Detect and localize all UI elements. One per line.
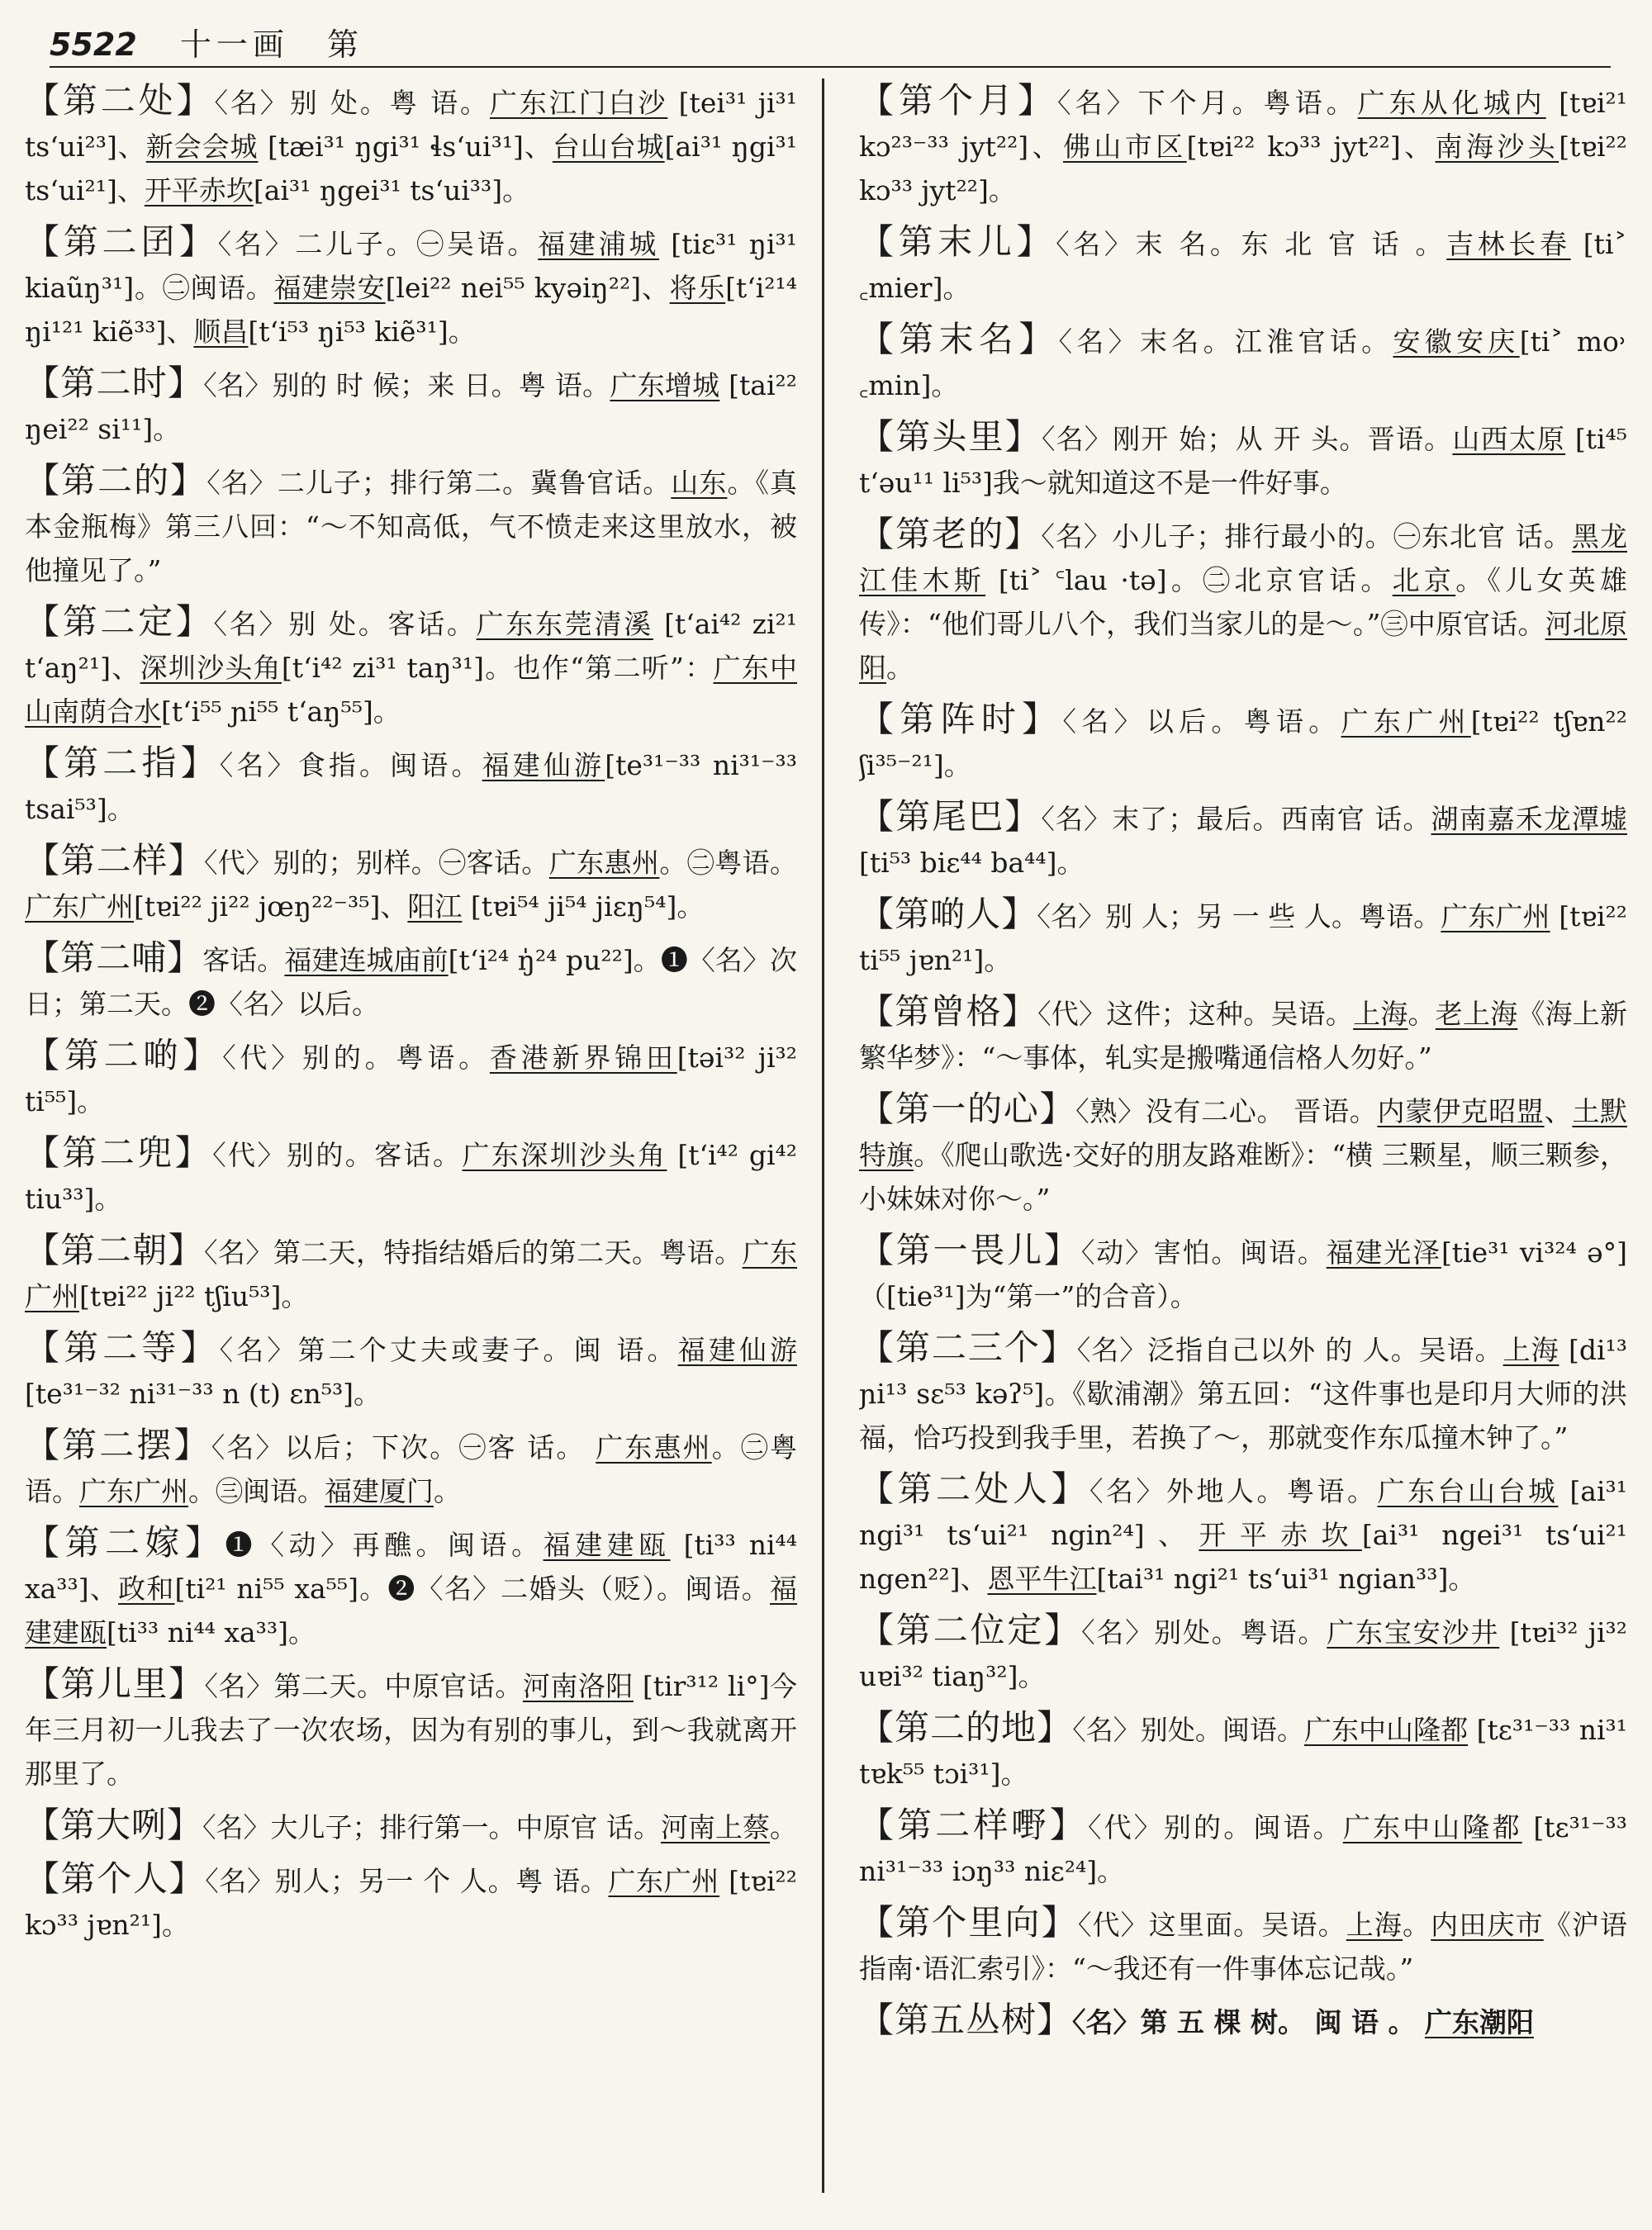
dictionary-entry bbox=[25, 600, 797, 733]
entry-text: [te³¹⁻³³ ni³¹⁻³³ tsai⁵³]。 bbox=[25, 749, 797, 825]
entry-text: [t‘i⁵³ ŋi⁵³ kiẽ³¹]。 bbox=[248, 316, 476, 348]
entry-headword: 【第头里】 bbox=[859, 416, 1042, 457]
dictionary-entry bbox=[859, 989, 1627, 1079]
location-name: 广东潮阳 bbox=[1424, 2006, 1534, 2038]
entry-text: 〈代〉别的。粤语。 bbox=[222, 1041, 490, 1074]
dictionary-entry bbox=[25, 1857, 797, 1947]
dictionary-entry bbox=[859, 1467, 1627, 1601]
entry-text: 《海上新繁华梦》：“～事体，轧实是搬嘴通信格人勿好。” bbox=[859, 998, 1627, 1074]
location-name: 上海 bbox=[1346, 1909, 1403, 1941]
entry-text: 〈名〉小儿子；排行最小的。㊀东北官 话。 bbox=[1041, 520, 1572, 553]
location-name: 福建仙游 bbox=[482, 749, 605, 781]
dictionary-entry bbox=[25, 936, 797, 1026]
entry-headword: 【第二朝】 bbox=[25, 1230, 205, 1270]
entry-text: 〈名〉以后；下次。㊀客 话。 bbox=[211, 1431, 596, 1464]
dictionary-entry bbox=[859, 317, 1627, 407]
entry-text: [t‘i²⁴ ŋ̍²⁴ pu²²]。❶〈名〉次日；第二天。❷〈名〉以后。 bbox=[25, 944, 797, 1020]
dictionary-entry bbox=[25, 361, 797, 451]
entry-text: 〈名〉末 名。东 北 官 话 。 bbox=[1056, 228, 1447, 260]
dictionary-entry bbox=[859, 1803, 1627, 1893]
entry-headword: 【第二哺】 bbox=[25, 937, 203, 978]
location-name: 广东广州 bbox=[25, 890, 134, 923]
entry-text: [tɐi²² kɔ³³ jyt²²]。 bbox=[859, 130, 1627, 206]
dictionary-entry bbox=[25, 1326, 797, 1416]
location-name: 河北原阳 bbox=[859, 608, 1627, 684]
entry-text: 〈名〉末名。江淮官话。 bbox=[1058, 325, 1393, 358]
dictionary-entry bbox=[25, 458, 797, 592]
entry-text: 〈名〉别的 时 候；来 日。粤 语。 bbox=[203, 369, 610, 401]
location-name: 山西太原 bbox=[1452, 423, 1566, 455]
entry-text: 〈熟〉没有二心。 晋语。 bbox=[1075, 1095, 1378, 1127]
location-name: 福建光泽 bbox=[1326, 1236, 1441, 1269]
entry-text: 〈名〉第二个丈夫或妻子。闽 语。 bbox=[219, 1334, 678, 1366]
entry-text: [t‘i⁴² zi³¹ taŋ³¹]。也作“第二听”： bbox=[281, 652, 714, 684]
dictionary-entry bbox=[859, 220, 1627, 310]
location-name: 广东台山台城 bbox=[1377, 1475, 1559, 1507]
entry-headword: 【第二的】 bbox=[25, 460, 207, 501]
entry-text: 〈名〉大儿子；排行第一。中原官 话。 bbox=[202, 1811, 662, 1843]
entry-text: [ti˃ mo˒ ꜀min]。 bbox=[859, 325, 1627, 401]
entry-text: [təi³² ji³² ti⁵⁵]。 bbox=[25, 1041, 797, 1117]
entry-text: [t‘i⁴² gi⁴² tiu³³]。 bbox=[25, 1139, 797, 1215]
entry-text: [tei³¹ ji³¹ ts‘ui²³]、 bbox=[25, 87, 797, 163]
entry-headword: 【第二处人】 bbox=[859, 1468, 1089, 1509]
entry-text: [tɛ³¹⁻³³ ni³¹⁻³³ iɔŋ³³ niɛ²⁴]。 bbox=[859, 1811, 1627, 1887]
location-name: 内蒙伊克昭盟 bbox=[1377, 1095, 1545, 1127]
location-name: 内田庆市 bbox=[1431, 1909, 1544, 1941]
entry-headword: 【第二等】 bbox=[25, 1327, 220, 1368]
entry-text: 〈名〉第二天，特指结婚后的第二天。粤语。 bbox=[204, 1236, 743, 1269]
dictionary-entry bbox=[859, 1608, 1627, 1698]
entry-headword: 【第尾巴】 bbox=[859, 796, 1042, 837]
location-name: 广东中山隆都 bbox=[1342, 1811, 1522, 1843]
dictionary-entry bbox=[859, 1228, 1627, 1318]
location-name: 广东惠州 bbox=[596, 1431, 712, 1464]
entry-text: [tɐi²² ji²² jœŋ²²⁻³⁵]、 bbox=[134, 890, 408, 923]
entry-text: 。 bbox=[886, 652, 914, 684]
entry-headword: 【第阵时】 bbox=[859, 699, 1063, 739]
entry-text: 〈名〉第二天。中原官话。 bbox=[204, 1670, 523, 1702]
dictionary-entry bbox=[25, 1423, 797, 1513]
entry-headword: 【第个月】 bbox=[859, 80, 1058, 121]
entry-text: 客话。 bbox=[202, 944, 285, 976]
entry-headword: 【第五丛树】 bbox=[859, 2000, 1073, 2040]
entry-text: 《沪语指南·语汇索引》：“～我还有一件事体忘记哉。” bbox=[859, 1909, 1627, 1985]
entry-text: [tir³¹² li°]今年三月初一儿我去了一次农场，因为有别的事儿，到～我就离开那里了。 bbox=[25, 1670, 797, 1790]
dictionary-entry bbox=[25, 1803, 797, 1849]
left-column bbox=[25, 78, 797, 2213]
location-name: 北京 bbox=[1392, 564, 1456, 596]
dictionary-entry bbox=[25, 1228, 797, 1318]
entry-text: 〈代〉别的。闽语。 bbox=[1087, 1811, 1343, 1843]
dictionary-entry bbox=[25, 741, 797, 831]
entry-text: ❶〈动〉再醮。闽语。 bbox=[225, 1529, 544, 1561]
location-name: 福建厦门 bbox=[325, 1475, 434, 1507]
dictionary-entry bbox=[25, 1521, 797, 1654]
location-name: 广东东莞清溪 bbox=[476, 608, 653, 640]
entry-headword: 【第二定】 bbox=[25, 601, 214, 642]
location-name: 福建浦城 bbox=[538, 228, 660, 260]
entry-text: [tai²² ŋei²² si¹¹]。 bbox=[25, 369, 797, 445]
entry-text: [tɐi³² ji³² uɐi³² tiaŋ³²]。 bbox=[859, 1616, 1627, 1692]
entry-text: 〈名〉别处。粤语。 bbox=[1081, 1616, 1327, 1649]
entry-text: 〈名〉别 处。粤 语。 bbox=[214, 87, 490, 119]
entry-text: [tiɛ³¹ ŋi³¹ kiaũŋ³¹]。㊁闽语。 bbox=[25, 228, 797, 304]
entry-headword: 【第二囝】 bbox=[25, 221, 218, 262]
dictionary-entry bbox=[25, 1131, 797, 1221]
dictionary-entry bbox=[859, 892, 1627, 982]
entry-text: 〈名〉别 处。客话。 bbox=[213, 608, 477, 640]
entry-text: [tæi³¹ ŋgi³¹ ɬs‘ui³¹]、 bbox=[258, 130, 553, 163]
entry-text: [lei²² nei⁵⁵ kyəiŋ²²]、 bbox=[385, 272, 670, 304]
location-name: 广东增城 bbox=[610, 369, 720, 401]
dictionary-entry bbox=[859, 1900, 1627, 1990]
right-column bbox=[859, 78, 1627, 2213]
entry-text: 〈名〉二儿子。㊀吴语。 bbox=[217, 228, 539, 260]
location-name: 新会会城 bbox=[145, 130, 259, 163]
entry-text: 〈名〉别 人；另 一 些 人。粤语。 bbox=[1037, 900, 1441, 932]
location-name: 上海 bbox=[1502, 1334, 1559, 1366]
entry-text: 〈名〉以后。粤语。 bbox=[1062, 705, 1341, 738]
entry-text: 〈代〉别的。客话。 bbox=[212, 1139, 463, 1171]
entry-text: [di¹³ ɲi¹³ sɛ⁵³ kəʔ⁵]。《歇浦潮》第五回：“这件事也是印月大师的洪福，恰巧投到我手里，若换了～，那就变作东瓜撞木钟了。” bbox=[859, 1334, 1627, 1454]
entry-text: 。《爬山歌选·交好的朋友路难断》：“横 三颗星，顺三颗参，小妹妹对你～。” bbox=[859, 1139, 1627, 1215]
dictionary-entry bbox=[859, 795, 1627, 885]
location-name: 上海 bbox=[1353, 998, 1408, 1030]
location-name: 广东江门白沙 bbox=[489, 87, 668, 119]
entry-text: 。《儿女英雄传》：“他们哥儿八个，我们当家儿的是～。”㊂中原官话。 bbox=[859, 564, 1627, 640]
entry-text: [tɐi²¹ kɔ²³⁻³³ jyt²²]、 bbox=[859, 87, 1627, 163]
location-name: 政和 bbox=[118, 1573, 175, 1605]
entry-headword: 【第二指】 bbox=[25, 743, 220, 783]
entry-headword: 【第老的】 bbox=[859, 514, 1042, 554]
entry-headword: 【第二样嘢】 bbox=[859, 1805, 1088, 1845]
location-name: 广东广州 bbox=[1441, 900, 1550, 932]
dictionary-entry bbox=[859, 1087, 1627, 1221]
location-name: 黑龙江佳木斯 bbox=[859, 520, 1627, 596]
column-divider bbox=[822, 78, 824, 2193]
entry-text: [ai³¹ ngei³¹ ts‘ui²¹ ngen²²]、 bbox=[859, 1519, 1627, 1595]
dictionary-entry bbox=[859, 1706, 1627, 1796]
location-name: 广东从化城内 bbox=[1357, 87, 1546, 119]
entry-headword: 【第末儿】 bbox=[859, 221, 1056, 262]
dictionary-entry bbox=[859, 415, 1627, 505]
entry-text: [t‘i²¹⁴ ŋi¹²¹ kiẽ³³]、 bbox=[25, 272, 797, 348]
entry-text: [tɐi²² tʃɐn²² ʃi³⁵⁻²¹]。 bbox=[859, 705, 1627, 781]
location-name: 开平赤坎 bbox=[1199, 1519, 1362, 1551]
dictionary-entry bbox=[25, 78, 797, 212]
location-name: 福建建瓯 bbox=[25, 1573, 797, 1649]
entry-headword: 【第二的地】 bbox=[859, 1707, 1073, 1748]
entry-text: [ti˃ ꜂lau ·tə]。㊁北京官话。 bbox=[985, 564, 1393, 596]
page-number: 5522 bbox=[50, 26, 137, 63]
entry-headword: 【第二位定】 bbox=[859, 1610, 1082, 1650]
entry-text: 、 bbox=[1544, 1095, 1573, 1127]
location-name: 广东宝安沙井 bbox=[1327, 1616, 1500, 1649]
entry-text: 。 bbox=[1408, 998, 1436, 1030]
entry-text: [tɐi²² ti⁵⁵ jɐn²¹]。 bbox=[859, 900, 1627, 976]
location-name: 广东中山隆都 bbox=[1303, 1714, 1469, 1746]
entry-text: [tɛ³¹⁻³³ ni³¹ tɐk⁵⁵ tɔi³¹]。 bbox=[859, 1714, 1627, 1790]
entry-text: 〈名〉食指。闽语。 bbox=[219, 749, 482, 781]
location-name: 老上海 bbox=[1435, 998, 1518, 1030]
entry-headword: 【第大咧】 bbox=[25, 1805, 203, 1845]
location-name: 南海沙头 bbox=[1435, 130, 1559, 163]
dictionary-entry bbox=[859, 1998, 1627, 2044]
entry-text: 〈动〉害怕。闽语。 bbox=[1080, 1236, 1327, 1269]
entry-text: [ti³³ ni⁴⁴ xa³³]、 bbox=[25, 1529, 797, 1605]
entry-text: 〈名〉二儿子；排行第二。冀鲁官话。 bbox=[206, 467, 672, 499]
location-name: 湖南嘉禾龙潭墟 bbox=[1431, 803, 1627, 835]
entry-headword: 【第二三个】 bbox=[859, 1327, 1077, 1368]
entry-text: 。㊁粤语。 bbox=[659, 847, 797, 879]
entry-text: [ti˃ ꜀mier]。 bbox=[859, 228, 1627, 304]
entry-text: 。《真本金瓶梅》第三八回：“～不知高低，气不愤走来这里放水，被他撞见了。” bbox=[25, 467, 797, 586]
entry-text: 。 bbox=[434, 1475, 461, 1507]
location-name: 广东惠州 bbox=[548, 847, 660, 879]
entry-headword: 【第儿里】 bbox=[25, 1663, 205, 1704]
entry-text: 〈名〉泛指自己以外 的 人。吴语。 bbox=[1076, 1334, 1503, 1366]
entry-text: [ai³¹ ngi³¹ ts‘ui²¹ ngin²⁴]、 bbox=[859, 1475, 1627, 1551]
entry-text: 〈名〉下个月。粤语。 bbox=[1057, 87, 1358, 119]
header-character: 第 bbox=[326, 26, 363, 63]
entry-text: 〈名〉别人；另一 个 人。粤 语。 bbox=[205, 1865, 609, 1897]
dictionary-entry bbox=[25, 838, 797, 928]
location-name: 河南上蔡 bbox=[661, 1811, 771, 1843]
location-name: 土默特旗 bbox=[859, 1095, 1627, 1171]
entry-text: 。 bbox=[770, 1811, 797, 1843]
entry-text: [ti³³ ni⁴⁴ xa³³]。 bbox=[107, 1616, 316, 1649]
entry-text: 。㊁粤语。 bbox=[25, 1431, 797, 1507]
entry-headword: 【第二处】 bbox=[25, 80, 215, 121]
entry-text: [ai³¹ ŋgei³¹ ts‘ui³³]。 bbox=[253, 174, 530, 206]
location-name: 台山台城 bbox=[552, 130, 665, 163]
entry-headword: 【第个人】 bbox=[25, 1858, 206, 1899]
entry-text: [t‘i⁵⁵ ɲi⁵⁵ t‘aŋ⁵⁵]。 bbox=[161, 695, 401, 728]
stroke-section: 十一画 bbox=[179, 26, 289, 63]
location-name: 福建崇安 bbox=[273, 272, 386, 304]
entry-text: [tɐi²² ji²² tʃiu⁵³]。 bbox=[79, 1280, 309, 1312]
entry-text: 〈代〉这里面。吴语。 bbox=[1077, 1909, 1346, 1941]
location-name: 广东中山南荫合水 bbox=[25, 652, 797, 728]
entry-text: 〈名〉末了；最后。西南官 话。 bbox=[1041, 803, 1431, 835]
entry-text: 。㊂闽语。 bbox=[188, 1475, 325, 1507]
location-name: 广东深圳沙头角 bbox=[462, 1139, 667, 1171]
entry-headword: 【第曾格】 bbox=[859, 991, 1038, 1032]
location-name: 广东广州 bbox=[25, 1236, 797, 1312]
entry-text: [tɐi²² kɔ³³ jyt²²]、 bbox=[1186, 130, 1436, 163]
location-name: 广东广州 bbox=[608, 1865, 720, 1897]
entry-text: [ti²¹ ni⁵⁵ xa⁵⁵]。❷〈名〉二婚头（贬）。闽语。 bbox=[174, 1573, 771, 1605]
dictionary-entry bbox=[859, 512, 1627, 690]
dictionary-entry bbox=[859, 697, 1627, 787]
entry-headword: 【第一的心】 bbox=[859, 1089, 1076, 1129]
entry-text: [ti⁴⁵ t‘əu¹¹ li⁵³]我～就知道这不是一件好事。 bbox=[859, 423, 1627, 499]
location-name: 福建建瓯 bbox=[543, 1529, 671, 1561]
dictionary-entry bbox=[25, 1662, 797, 1796]
entry-headword: 【第二啲】 bbox=[25, 1035, 223, 1075]
entry-text: 〈名〉别处。闽语。 bbox=[1072, 1714, 1304, 1746]
entry-text: 。 bbox=[1403, 1909, 1431, 1941]
entry-text: [tɐi⁵⁴ ji⁵⁴ jiɛŋ⁵⁴]。 bbox=[462, 890, 705, 923]
location-name: 安徽安庆 bbox=[1393, 325, 1520, 358]
location-name: 阳江 bbox=[407, 890, 463, 923]
page-header bbox=[50, 23, 1611, 68]
location-name: 恩平牛江 bbox=[987, 1563, 1097, 1595]
entry-text: [tie³¹ vi³²⁴ ə°]（[tie³¹]为“第一”的合音）。 bbox=[859, 1236, 1627, 1312]
entry-headword: 【第二兜】 bbox=[25, 1132, 213, 1173]
entry-headword: 【第二嫁】 bbox=[25, 1522, 225, 1563]
location-name: 香港新界锦田 bbox=[489, 1041, 677, 1074]
location-name: 将乐 bbox=[669, 272, 726, 304]
entry-headword: 【第啲人】 bbox=[859, 894, 1037, 934]
entry-headword: 【第二时】 bbox=[25, 363, 204, 403]
entry-text: 〈代〉别的；别样。㊀客话。 bbox=[204, 847, 549, 879]
location-name: 山东 bbox=[671, 467, 728, 499]
entry-headword: 【第二样】 bbox=[25, 840, 205, 880]
location-name: 顺昌 bbox=[193, 316, 249, 348]
location-name: 广东广州 bbox=[79, 1475, 188, 1507]
entry-text: [te³¹⁻³² ni³¹⁻³³ n (t) ɛn⁵³]。 bbox=[25, 1378, 382, 1410]
entry-headword: 【第二摆】 bbox=[25, 1425, 211, 1465]
entry-text: [ti⁵³ biɛ⁴⁴ ba⁴⁴]。 bbox=[859, 847, 1085, 879]
entry-text: 〈代〉这件；这种。吴语。 bbox=[1037, 998, 1354, 1030]
entry-text: [tɐi²² kɔ³³ jɐn²¹]。 bbox=[25, 1865, 797, 1941]
entry-text: [ai³¹ ŋgi³¹ ts‘ui²¹]、 bbox=[25, 130, 797, 206]
entry-text: 〈名〉第 五 棵 树。 闽 语 。 bbox=[1072, 2006, 1425, 2038]
location-name: 福建连城庙前 bbox=[284, 944, 449, 976]
entry-text: 〈名〉刚开 始；从 开 头。晋语。 bbox=[1042, 423, 1453, 455]
location-name: 河南洛阳 bbox=[522, 1670, 634, 1702]
dictionary-entry bbox=[25, 220, 797, 353]
location-name: 深圳沙头角 bbox=[140, 652, 282, 684]
entry-text: 〈名〉外地人。粤语。 bbox=[1089, 1475, 1378, 1507]
dictionary-entry bbox=[25, 1033, 797, 1123]
entry-headword: 【第个里向】 bbox=[859, 1902, 1078, 1943]
location-name: 福建仙游 bbox=[677, 1334, 797, 1366]
location-name: 吉林长春 bbox=[1446, 228, 1571, 260]
entry-headword: 【第末名】 bbox=[859, 319, 1059, 359]
location-name: 佛山市区 bbox=[1063, 130, 1187, 163]
dictionary-entry bbox=[859, 78, 1627, 212]
entry-text: [t‘ai⁴² zi²¹ t‘aŋ²¹]、 bbox=[25, 608, 797, 684]
dictionary-entry bbox=[859, 1326, 1627, 1459]
location-name: 开平赤坎 bbox=[144, 174, 254, 206]
entry-text: [tai³¹ ngi²¹ ts‘ui³¹ ngian³³]。 bbox=[1096, 1563, 1476, 1595]
entry-headword: 【第一畏儿】 bbox=[859, 1230, 1081, 1270]
location-name: 广东广州 bbox=[1341, 705, 1471, 738]
